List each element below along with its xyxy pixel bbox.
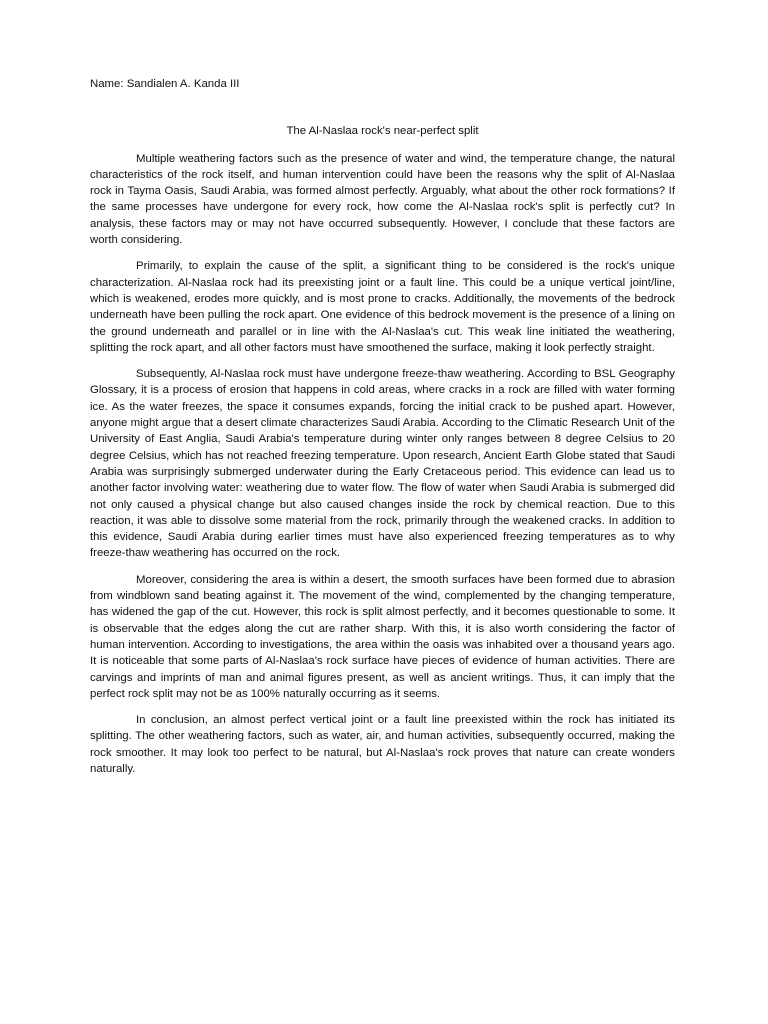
document-body — [90, 76, 675, 787]
document-title: The Al-Naslaa rock's near-perfect split — [286, 125, 479, 138]
author-name: Name: Sandialen A. Kanda III — [90, 78, 240, 90]
paragraph-conclusion: In conclusion, an almost perfect vertical joint or a fault line preexisted within the rock has initiated its splitting. The other weathering factors, such as water, air, and human activities, subsequently occurred, making the rock smoother. It may look too perfect to be natural, but Al-Naslaa's rock proves that nature can create wonders naturally. — [90, 714, 675, 775]
paragraph-freeze-thaw: Subsequently, Al-Naslaa rock must have undergone freeze-thaw weathering. According to BSL Geography Glossary, it is a process of erosion that happens in cold areas, where cracks in a rock are filled with water forming ice. As the water freezes, the space it consumes expands, forcing the initial crack to be pushed apart. However, anyone might argue that a desert climate characterizes Saudi Arabia. According to the Climatic Research Unit of the University of East Anglia, Saudi Arabia's temperature during winter only ranges between 8 degree Celsius to 20 degree Celsius, which has not reached freezing temperature. Upon research, Ancient Earth Globe stated that Saudi Arabia was surprisingly submerged underwater during the Early Cretaceous period. This evidence can lead us to another factor involving water: weathering due to water flow. The flow of water when Saudi Arabia is submerged did not only caused a physical change but also caused changes inside the rock by chemical reaction. Due to this reaction, it was able to dissolve some material from the rock, primarily through the weakened cracks. In addition to this evidence, Saudi Arabia during earlier times must have also experienced freezing temperatures as to why freeze-thaw weathering has occurred on the rock. — [90, 368, 675, 560]
paragraph-wind-and-human: Moreover, considering the area is within a desert, the smooth surfaces have been formed due to abrasion from windblown sand beating against it. The movement of the wind, complemented by the changing temperature, has widened the gap of the cut. However, this rock is split almost perfectly, and it becomes questionable to some. It is observable that the edges along the cut are rather sharp. With this, it is also worth considering the factor of human intervention. According to investigations, the area within the oasis was inhabited over a thousand years ago. It is noticeable that some parts of Al-Naslaa's rock surface have pieces of evidence of human activities. There are carvings and imprints of man and animal figures present, as well as ancient writings. Thus, it can imply that the perfect rock split may not be as 100% naturally occurring as it seems. — [90, 573, 675, 700]
paragraph-rock-characterization: Primarily, to explain the cause of the split, a significant thing to be considered is the rock's unique characterization. Al-Naslaa rock had its preexisting joint or a fault line. This could be a unique vertical joint/line, which is weakened, erodes more quickly, and is most prone to cracks. Additionally, the movements of the bedrock underneath have been pulling the rock apart. One evidence of this bedrock movement is the presence of a lining on the ground underneath and parallel or in line with the Al-Naslaa's cut. This weak line initiated the weathering, splitting the rock apart, and all other factors must have smoothened the surface, making it look perfectly straight. — [90, 260, 675, 354]
paragraph-introduction: Multiple weathering factors such as the presence of water and wind, the temperature change, the natural characteristics of the rock itself, and human intervention could have been the reasons why the split of Al-Naslaa rock in Tayma Oasis, Saudi Arabia, was formed almost perfectly. Arguably, what about the other rock formations? If the same processes have undergone for every rock, how come the Al-Naslaa rock's split is perfectly cut? In analysis, these factors may or may not have occurred subsequently. However, I conclude that these factors are worth considering. — [90, 152, 675, 247]
